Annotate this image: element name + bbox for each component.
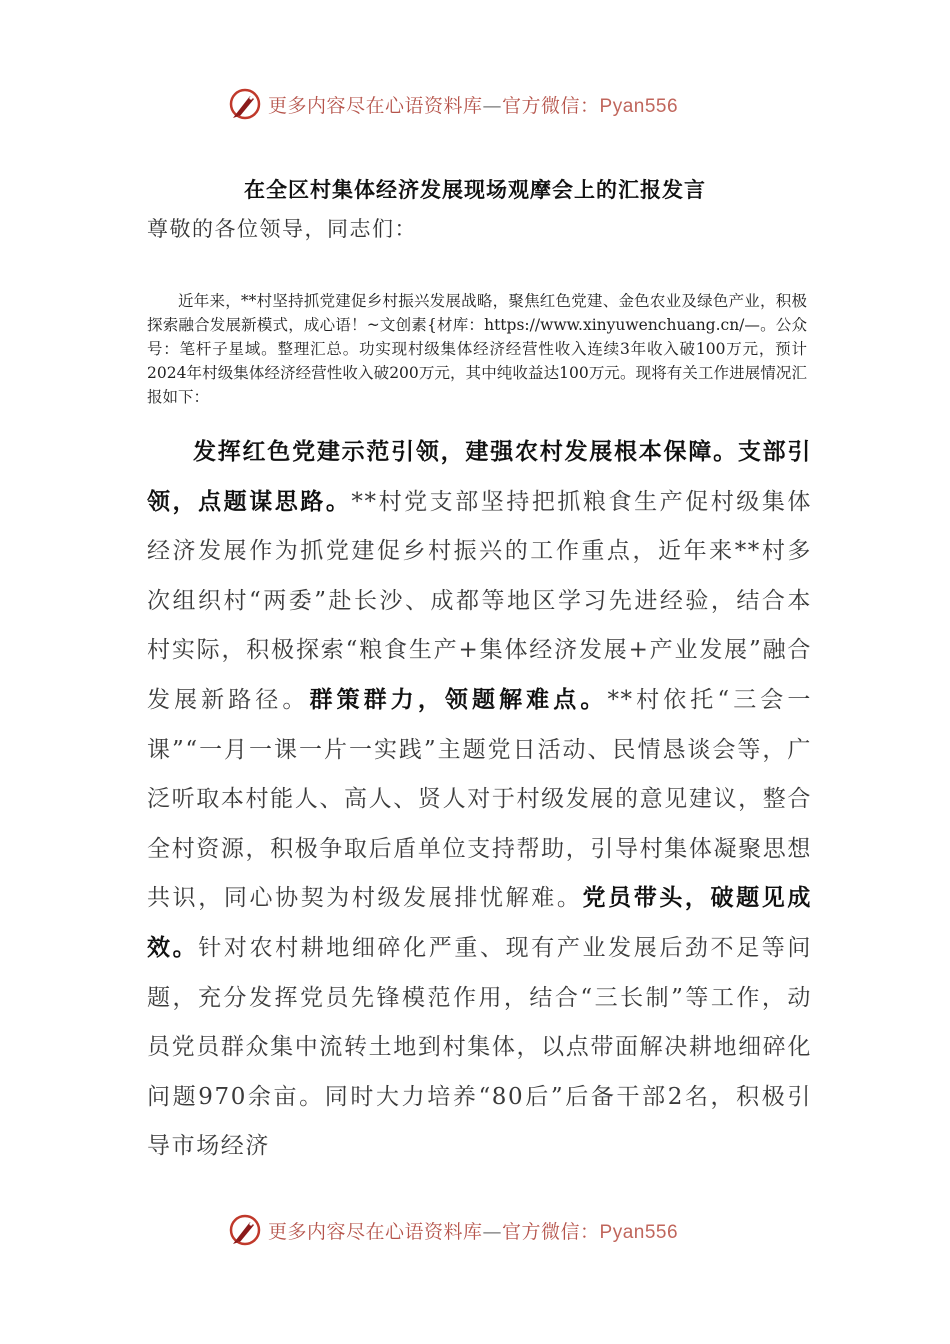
section-heading: 发挥红色党建示范引领，建强农村发展根本保障。	[193, 439, 738, 465]
body-section-1	[147, 428, 812, 1172]
watermark-wechat-id: Pyan556	[599, 95, 679, 117]
subheading-3: 党员带头，破题见成效。	[147, 885, 812, 961]
watermark-separator-bottom: —	[482, 1220, 503, 1243]
watermark-cn-bottom: 更多内容尽在心语资料库	[268, 1220, 483, 1243]
watermark-banner-bottom	[228, 1210, 788, 1250]
salutation: 尊敬的各位领导，同志们：	[147, 217, 417, 241]
watermark-banner-top	[228, 84, 788, 124]
watermark-cn: 更多内容尽在心语资料库	[268, 94, 483, 117]
document-title: 在全区村集体经济发展现场观摩会上的汇报发言	[244, 178, 706, 202]
watermark-text	[268, 91, 678, 118]
watermark-separator: —	[482, 94, 503, 117]
watermark-wx: 官方微信：	[502, 94, 600, 117]
subtext-2: **村依托“三会一课”“一月一课一片一实践”主题党日活动、民情恳谈会等，广泛听取本村能人、高人、贤人对于村级发展的意见建议，整合全村资源，积极争取后盾单位支持帮助，引导村集体凝聚思想共识，同心协契为村级发展排忧解难。	[147, 686, 812, 912]
subtext-1: **村党支部坚持把抓粮食生产促村级集体经济发展作为抓党建促乡村振兴的工作重点，近年来**村多次组织村“两委”赴长沙、成都等地区学习先进经验，结合本村实际，积极探索“粮食生产+集体经济发展+产业发展”融合发展新路径。	[147, 488, 812, 713]
watermark-wechat-id-bottom: Pyan556	[599, 1221, 679, 1243]
watermark-wx-bottom: 官方微信：	[502, 1220, 600, 1243]
subtext-3: 针对农村耕地细碎化严重、现有产业发展后劲不足等问题，充分发挥党员先锋模范作用，结合“三长制”等工作，动员党员群众集中流转土地到村集体，以点带面解决耕地细碎化问题970余亩。同时大力培养“80后”后备干部2名，积极引导市场经济	[147, 934, 812, 1160]
body-paragraph	[147, 428, 812, 1172]
pen-nib-logo-icon	[228, 87, 262, 121]
subheading-1: 支部引领，点题谋思路。	[147, 439, 812, 515]
intro-text: 近年来，**村坚持抓党建促乡村振兴发展战略，聚焦红色党建、金色农业及绿色产业，积极探索融合发展新模式，成心语！~文创素{材库：https://www.xinyuwenchuang.cn/—。公众号：笔杆子星域。整理汇总。功实现村级集体经济经营性收入连续3年收入破100万元，预计2024年村级集体经济经营性收入破200万元，其中纯收益达100万元。现将有关工作进展情况汇报如下：	[147, 292, 807, 406]
subheading-2: 群策群力，领题解难点。	[309, 686, 608, 713]
watermark-text-bottom	[268, 1217, 678, 1244]
pen-nib-logo-icon	[228, 1213, 262, 1247]
intro-paragraph	[147, 289, 807, 409]
